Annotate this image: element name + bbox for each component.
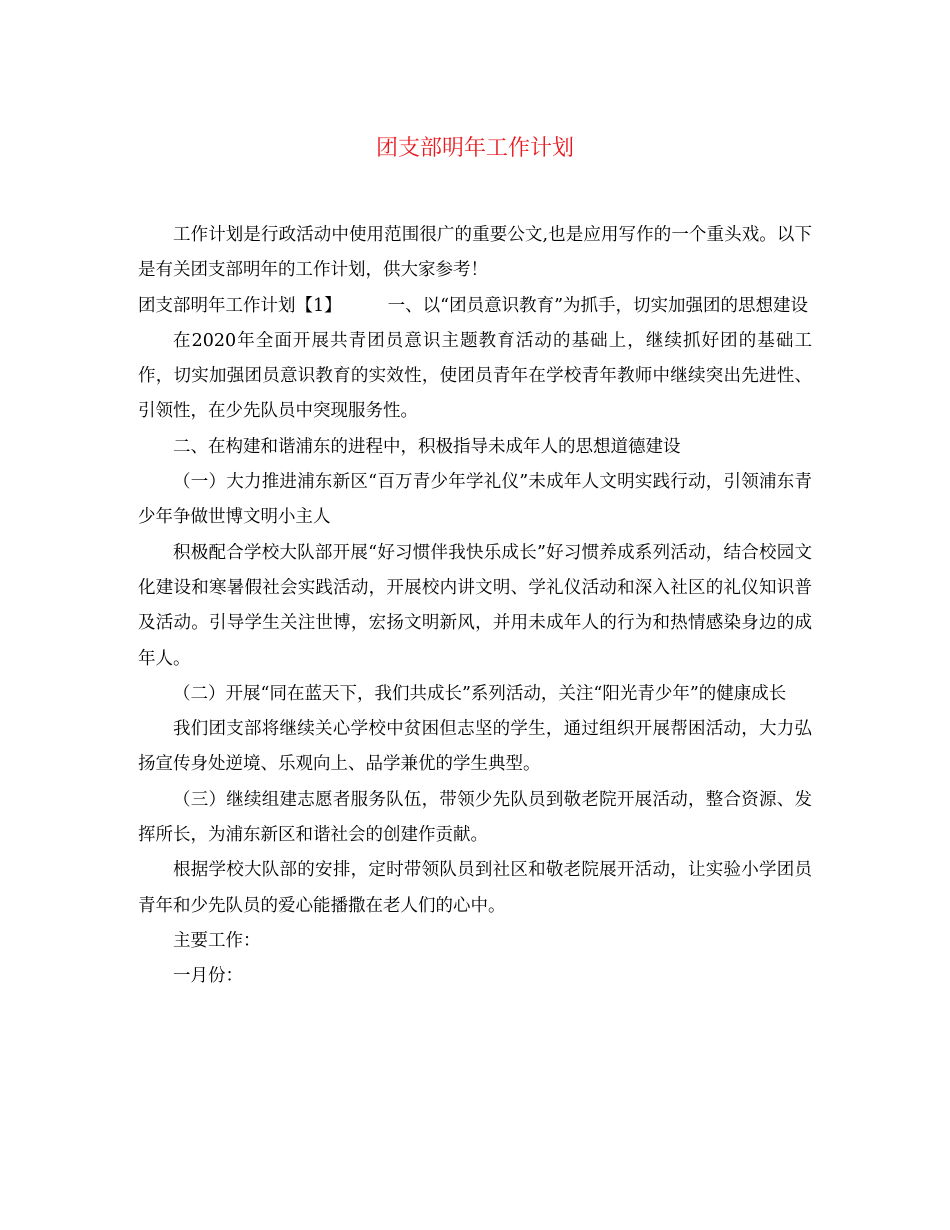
subsection-three-heading: （三）继续组建志愿者服务队伍，带领少先队员到敬老院开展活动，整合资源、发挥所长，为浦东新区和谐社会的创建作贡献。: [138, 789, 812, 846]
subsection-one-heading: （一）大力推进浦东新区“百万青少年学礼仪”未成年人文明实践行动，引领浦东青少年争做世博文明小主人: [138, 472, 812, 528]
paragraph-1: 在2020年全面开展共青团员意识主题教育活动的基础上，继续抓好团的基础工作，切实加强团员意识教育的实效性，使团员青年在学校青年教师中继续突出先进性、引领性，在少先队员中突现服务性。: [138, 330, 812, 422]
paragraph-3: 我们团支部将继续关心学校中贫困但志坚的学生，通过组织开展帮困活动，大力弘扬宣传身处逆境、乐观向上、品学兼优的学生典型。: [138, 719, 812, 775]
section-two-heading: 二、在构建和谐浦东的进程中，积极指导未成年人的思想道德建设: [173, 436, 681, 457]
january-label: 一月份：: [173, 966, 243, 987]
subsection-two-heading: （二）开展“同在蓝天下，我们共成长”系列活动，关注“阳光青少年”的健康成长: [173, 683, 787, 704]
intro-paragraph: 工作计划是行政活动中使用范围很广的重要公文,也是应用写作的一个重头戏。以下是有关团支部明年的工作计划，供大家参考！: [138, 225, 812, 281]
main-work-label: 主要工作：: [173, 930, 261, 951]
document-body: [138, 218, 812, 995]
section-one-heading: 一、以“团员意识教育”为抓手，切实加强团的思想建设: [387, 295, 809, 316]
document-title: 团支部明年工作计划: [375, 136, 574, 161]
paragraph-4: 根据学校大队部的安排，定时带领队员到社区和敬老院展开活动，让实验小学团员青年和少先队员的爱心能播撒在老人们的心中。: [138, 860, 812, 916]
paragraph-2: 积极配合学校大队部开展“好习惯伴我快乐成长”好习惯养成系列活动，结合校园文化建设和寒暑假社会实践活动，开展校内讲文明、学礼仪活动和深入社区的礼仪知识普及活动。引导学生关注世博，宏扬文明新风，并用未成年人的行为和热情感染身边的成年人。: [138, 542, 812, 669]
plan-heading-line: [138, 289, 812, 324]
plan-heading-label: 团支部明年工作计划【1】: [138, 295, 342, 316]
